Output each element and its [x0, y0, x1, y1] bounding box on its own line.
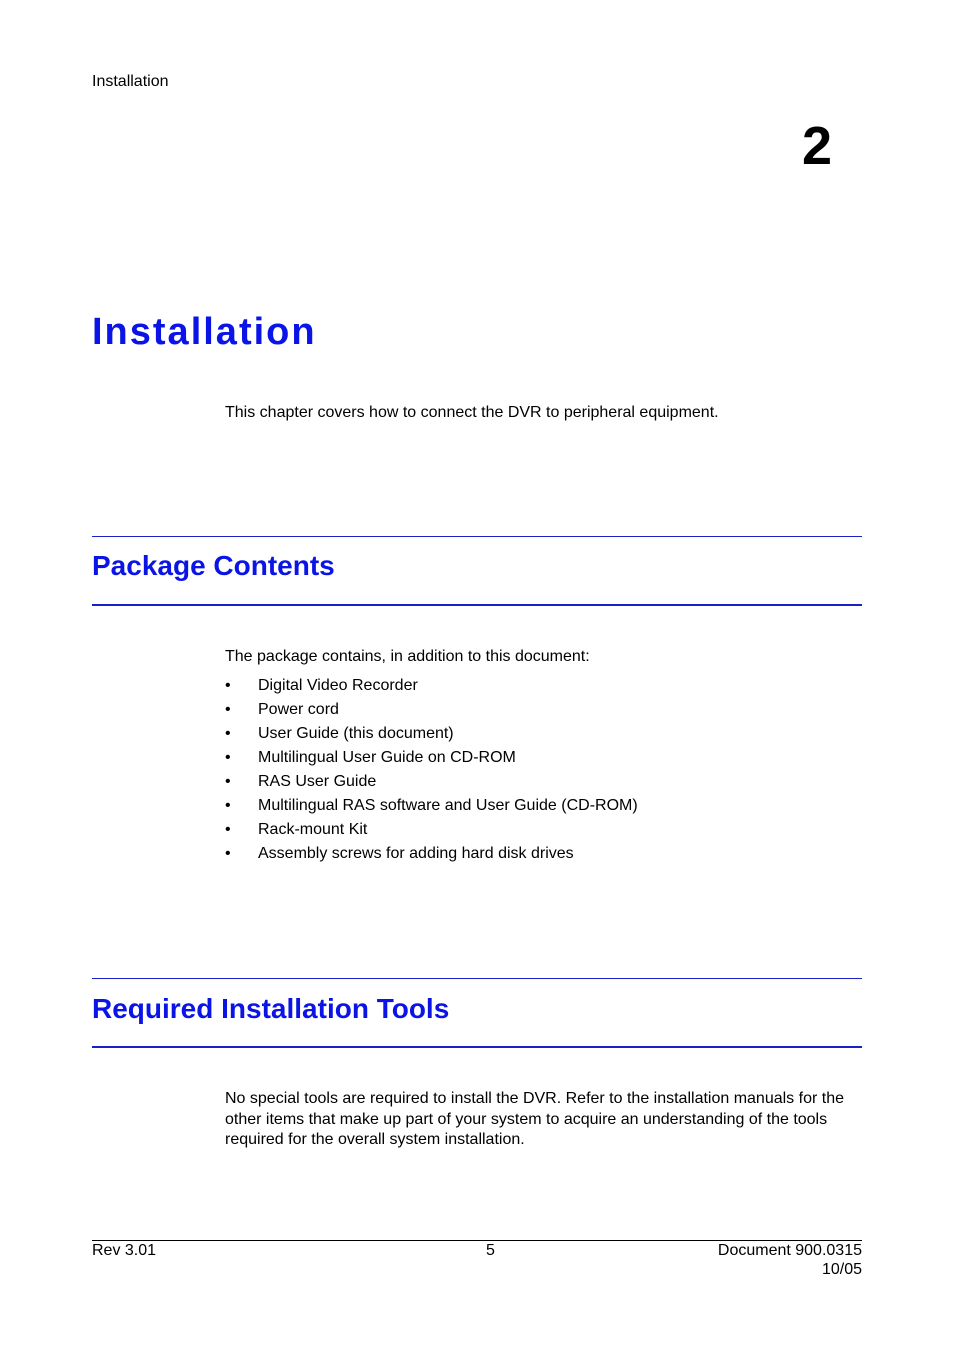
- section-rule-bottom: [92, 604, 862, 606]
- list-item: [225, 844, 638, 868]
- footer-page-number: 5: [486, 1242, 495, 1259]
- bullet: •: [225, 749, 231, 766]
- list-item: [225, 772, 638, 796]
- list-item: [225, 700, 638, 724]
- list-item: [225, 748, 638, 772]
- footer-document-number: Document 900.0315: [717, 1242, 862, 1259]
- package-items-list: [225, 676, 638, 868]
- footer-date: 10/05: [821, 1261, 862, 1278]
- footer-revision: Rev 3.01: [92, 1242, 157, 1259]
- list-item-text: Multilingual RAS software and User Guide (CD-ROM): [258, 797, 638, 814]
- list-item: [225, 724, 638, 748]
- list-item-text: Multilingual User Guide on CD-ROM: [258, 749, 516, 766]
- bullet: •: [225, 701, 231, 718]
- section-rule-top: [92, 978, 862, 979]
- list-item-text: Assembly screws for adding hard disk drives: [258, 845, 574, 862]
- bullet: •: [225, 821, 231, 838]
- chapter-intro: This chapter covers how to connect the DVR to peripheral equipment.: [225, 404, 719, 421]
- required-tools-heading: Required Installation Tools: [92, 993, 450, 1024]
- list-item-text: RAS User Guide: [258, 773, 377, 790]
- list-item-text: Digital Video Recorder: [258, 677, 418, 694]
- running-header: Installation: [92, 73, 169, 90]
- bullet: •: [225, 845, 231, 862]
- list-item: [225, 820, 638, 844]
- list-item: [225, 796, 638, 820]
- package-intro: The package contains, in addition to this document:: [225, 648, 590, 665]
- list-item-text: Rack-mount Kit: [258, 821, 368, 838]
- bullet: •: [225, 773, 231, 790]
- chapter-title: Installation: [92, 311, 317, 353]
- list-item-text: Power cord: [258, 701, 339, 718]
- chapter-number: 2: [801, 116, 832, 176]
- footer-document-info: [718, 1241, 862, 1279]
- list-item-text: User Guide (this document): [258, 725, 454, 742]
- section-rule-top: [92, 536, 862, 537]
- required-tools-paragraph: No special tools are required to install the DVR. Refer to the installation manuals for the other items that make up part of your system to acquire an understanding of the tools required for the overall system installation.: [225, 1090, 844, 1148]
- bullet: •: [225, 797, 231, 814]
- section-rule-bottom: [92, 1046, 862, 1048]
- bullet: •: [225, 677, 231, 694]
- package-contents-heading: Package Contents: [92, 550, 335, 581]
- list-item: [225, 676, 638, 700]
- bullet: •: [225, 725, 231, 742]
